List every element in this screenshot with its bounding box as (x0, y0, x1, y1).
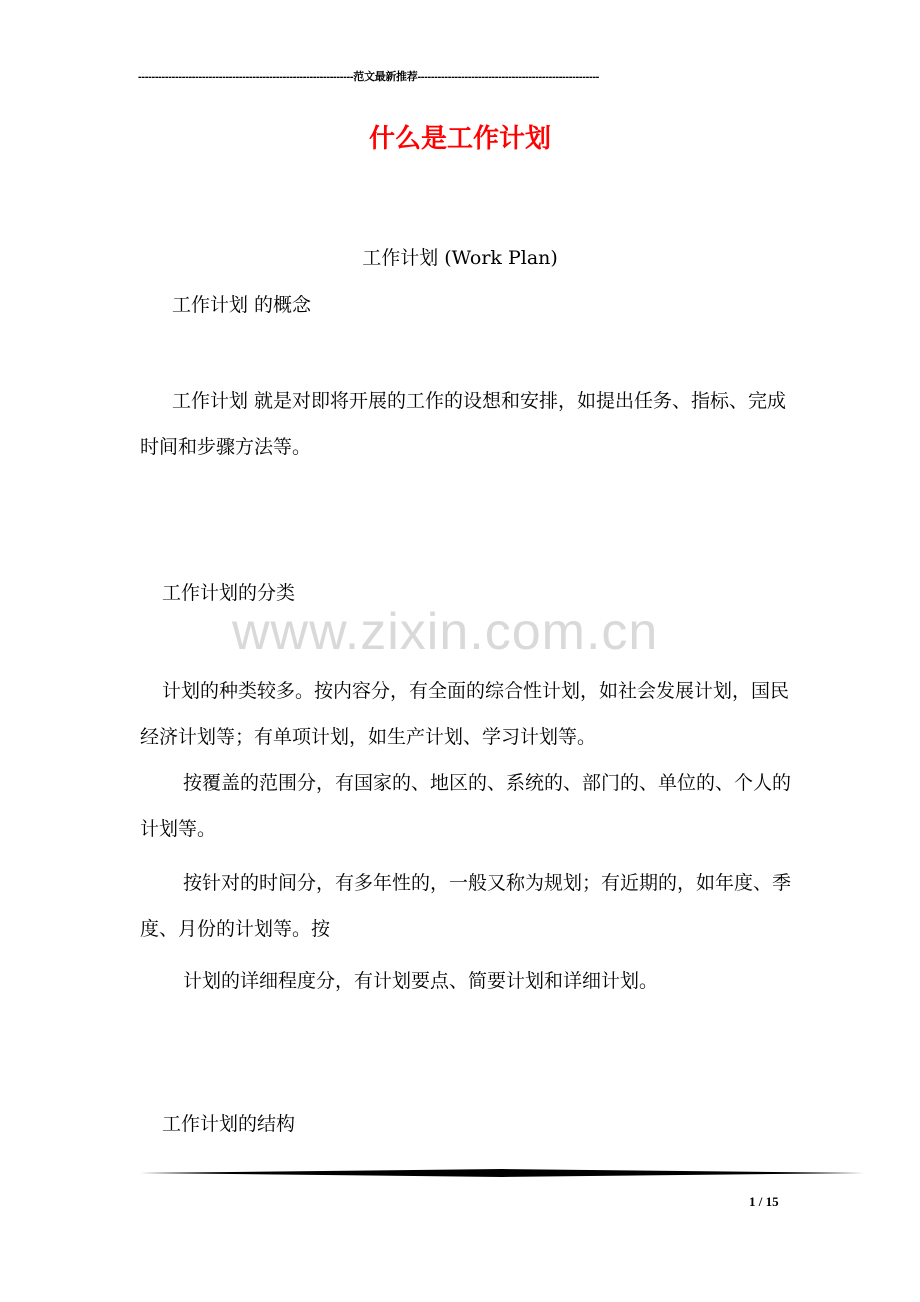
section-heading-structure: 工作计划的结构 (162, 1113, 296, 1135)
paragraph-types-4: 计划的详细程度分，有计划要点、简要计划和详细计划。 (183, 970, 659, 992)
section-heading-types: 工作计划的分类 (162, 582, 296, 604)
paragraph-concept: 工作计划 就是对即将开展的工作的设想和安排，如提出任务、指标、完成时间和步骤方法等。 (140, 390, 787, 458)
paragraph-types-1: 计划的种类较多。按内容分，有全面的综合性计划，如社会发展计划，国民经济计划等；有单项计划，如生产计划、学习计划等。 (140, 680, 790, 748)
footer-rule (140, 1168, 864, 1178)
page-header: ----------------------------------------------------------------范文最新推荐------------------------------------------------------ (138, 71, 600, 83)
watermark: www.zixin.com.cn (232, 603, 659, 661)
page-number: 1 / 15 (749, 1194, 779, 1209)
paragraph-types-2: 按覆盖的范围分，有国家的、地区的、系统的、部门的、单位的、个人的计划等。 (140, 772, 792, 840)
document-subtitle: 工作计划 (Work Plan) (362, 247, 558, 269)
document-title: 什么是工作计划 (368, 124, 551, 154)
paragraph-types-3: 按针对的时间分，有多年性的，一般又称为规划；有近期的，如年度、季度、月份的计划等。按 (140, 872, 792, 940)
section-heading-concept: 工作计划 的概念 (172, 294, 312, 316)
